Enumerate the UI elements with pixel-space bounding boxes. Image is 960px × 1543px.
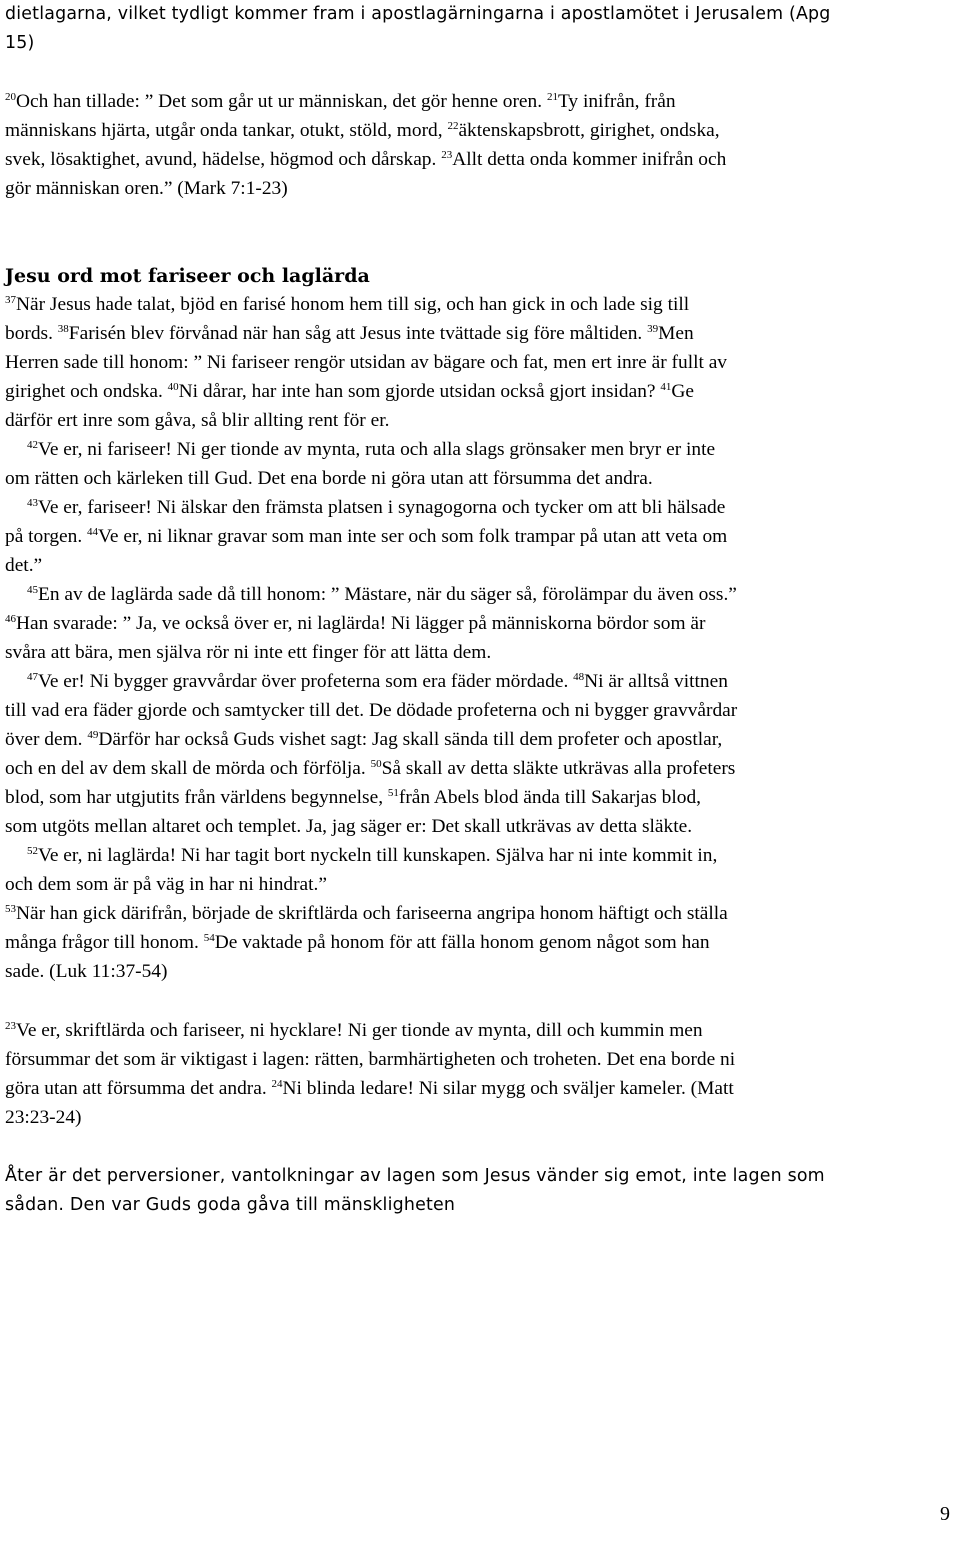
verse-text: Därför har också Guds vishet sagt: Jag skall sända till dem profeter och apostlar,: [98, 729, 723, 750]
verse-text: svek, lösaktighet, avund, hädelse, högmod och dårskap.: [5, 149, 442, 170]
text-line: och dem som är på väg in har ni hindrat.”: [5, 874, 327, 895]
verse-number: 45: [27, 584, 38, 596]
verse-number: 47: [27, 671, 38, 683]
verse-text: De vaktade på honom för att fälla honom genom något som han: [214, 932, 710, 953]
verse-text: göra utan att försumma det andra.: [5, 1078, 272, 1099]
verse-number: 38: [57, 323, 69, 335]
verse-text: Ve er, fariseer! Ni älskar den främsta platsen i synagogorna och tycker om att bli hälsade: [38, 497, 726, 518]
verse-text: Ni blinda ledare! Ni silar mygg och sväljer kameler. (Matt: [282, 1078, 734, 1099]
verse-number: 37: [5, 294, 16, 306]
text-line: [5, 377, 955, 406]
paragraph-matthew-quote: [5, 1016, 955, 1132]
verse-text: Ge: [671, 381, 694, 402]
verse-text: Ve er, ni liknar gravar som man inte ser och som folk trampar på utan att veta om: [98, 526, 728, 547]
verse-text: girighet och ondska.: [5, 381, 168, 402]
verse-text: Allt detta onda kommer inifrån och: [452, 149, 727, 170]
text-line: [5, 667, 955, 696]
verse-number: 46: [5, 613, 16, 625]
text-line: sade. (Luk 11:37-54): [5, 961, 168, 982]
verse-text: Ty inifrån, från: [557, 91, 676, 112]
verse-text: När Jesus hade talat, bjöd en farisé honom hem till sig, och han gick in och lade sig till: [16, 294, 690, 315]
verse-number: 49: [87, 729, 99, 741]
text-line: [5, 754, 955, 783]
text-line: [5, 783, 955, 812]
text-line: om rätten och kärleken till Gud. Det ena borde ni göra utan att försumma det andra.: [5, 468, 653, 489]
verse-text: på torgen.: [5, 526, 88, 547]
text-line: [5, 928, 955, 957]
verse-text: äktenskapsbrott, girighet, ondska,: [458, 120, 720, 141]
paragraph-commentary: [5, 1162, 955, 1220]
verse-number: 51: [387, 787, 399, 799]
text-line: [5, 319, 955, 348]
text-line: gör människan oren.” (Mark 7:1-23): [5, 178, 288, 199]
verse-number: 24: [271, 1078, 283, 1090]
text-line: 15): [5, 33, 35, 53]
text-line: [5, 435, 955, 464]
text-line: till vad era fäder gjorde och samtycker till det. De dödade profeterna och ni bygger gravvårdar: [5, 700, 738, 721]
text-line: sådan. Den var Guds goda gåva till mänskligheten: [5, 1195, 456, 1215]
verse-text: Farisén blev förvånad när han såg att Jesus inte tvättade sig före måltiden.: [68, 323, 648, 344]
verse-number: 52: [27, 845, 38, 857]
text-line: [5, 290, 955, 319]
text-line: 23:23-24): [5, 1107, 82, 1128]
verse-text: många frågor till honom.: [5, 932, 204, 953]
text-line: försummar det som är viktigast i lagen: rätten, barmhärtigheten och troheten. Det ena borde ni: [5, 1049, 736, 1070]
text-line: svåra att bära, men själva rör ni inte ett finger för att lätta dem.: [5, 642, 492, 663]
text-line: [5, 145, 955, 174]
verse-number: 53: [5, 903, 16, 915]
text-line: dietlagarna, vilket tydligt kommer fram i apostlagärningarna i apostlamötet i Jerusalem (Apg: [5, 4, 831, 24]
paragraph-intro: [5, 0, 955, 58]
verse-text: över dem.: [5, 729, 88, 750]
verse-number: 21: [546, 91, 558, 103]
verse-number: 39: [647, 323, 659, 335]
text-line: som utgöts mellan altaret och templet. Ja, jag säger er: Det skall utkrävas av detta släkte.: [5, 816, 693, 837]
text-line: [5, 493, 955, 522]
verse-number: 40: [167, 381, 179, 393]
verse-text: blod, som har utgjutits från världens begynnelse,: [5, 787, 388, 808]
text-line: därför ert inre som gåva, så blir allting rent för er.: [5, 410, 390, 431]
verse-text: Men: [658, 323, 694, 344]
text-line: [5, 841, 955, 870]
text-line: Herren sade till honom: ” Ni fariseer rengör utsidan av bägare och fat, men ert inre är fullt av: [5, 352, 728, 373]
verse-number: 48: [573, 671, 585, 683]
verse-number: 44: [87, 526, 99, 538]
text-line: [5, 580, 955, 609]
verse-text: Ve er, ni fariseer! Ni ger tionde av mynta, ruta och alla slags grönsaker men bryr er inte: [38, 439, 716, 460]
verse-text: Han svarade: ” Ja, ve också över er, ni laglärda! Ni lägger på människorna bördor som är: [16, 613, 706, 634]
verse-text: människans hjärta, utgår onda tankar, otukt, stöld, mord,: [5, 120, 448, 141]
page-number: 9: [940, 1503, 950, 1525]
verse-number: 22: [447, 120, 459, 132]
text-line: [5, 1016, 955, 1045]
verse-text: Ni dårar, har inte han som gjorde utsidan också gjort insidan?: [178, 381, 661, 402]
verse-text: bords.: [5, 323, 58, 344]
verse-text: Ve er! Ni bygger gravvårdar över profeterna som era fäder mördade.: [38, 671, 574, 692]
text-line: Åter är det perversioner, vantolkningar av lagen som Jesus vänder sig emot, inte lagen som: [5, 1166, 825, 1186]
verse-text: När han gick därifrån, började de skriftlärda och fariseerna angripa honom häftigt och ställa: [16, 903, 728, 924]
text-line: [5, 609, 955, 638]
verse-text: Ve er, skriftlärda och fariseer, ni hycklare! Ni ger tionde av mynta, dill och kummin men: [16, 1020, 703, 1041]
verse-text: och en del av dem skall de mörda och förfölja.: [5, 758, 371, 779]
verse-number: 42: [27, 439, 38, 451]
verse-text: från Abels blod ända till Sakarjas blod,: [398, 787, 701, 808]
verse-number: 50: [370, 758, 382, 770]
text-line: [5, 87, 955, 116]
text-line: [5, 116, 955, 145]
verse-number: 41: [660, 381, 672, 393]
verse-number: 43: [27, 497, 38, 509]
text-line: [5, 899, 955, 928]
paragraph-luke-passage: [5, 290, 955, 986]
paragraph-mark-quote: [5, 87, 955, 203]
verse-text: Och han tillade: ” Det som går ut ur människan, det gör henne oren.: [16, 91, 547, 112]
verse-text: En av de laglärda sade då till honom: ” Mästare, när du säger så, förolämpar du även oss.”: [38, 584, 737, 605]
text-line: det.”: [5, 555, 43, 576]
verse-text: Ni är alltså vittnen: [584, 671, 728, 692]
text-line: [5, 522, 955, 551]
verse-number: 54: [203, 932, 215, 944]
section-heading: Jesu ord mot fariseer och laglärda: [5, 265, 370, 287]
verse-text: Så skall av detta släkte utkrävas alla profeters: [381, 758, 736, 779]
verse-number: 23: [5, 1020, 16, 1032]
verse-number: 23: [441, 149, 453, 161]
verse-text: Ve er, ni laglärda! Ni har tagit bort nyckeln till kunskapen. Själva har ni inte kommit in,: [38, 845, 718, 866]
verse-number: 20: [5, 91, 16, 103]
text-line: [5, 1074, 955, 1103]
text-line: [5, 725, 955, 754]
